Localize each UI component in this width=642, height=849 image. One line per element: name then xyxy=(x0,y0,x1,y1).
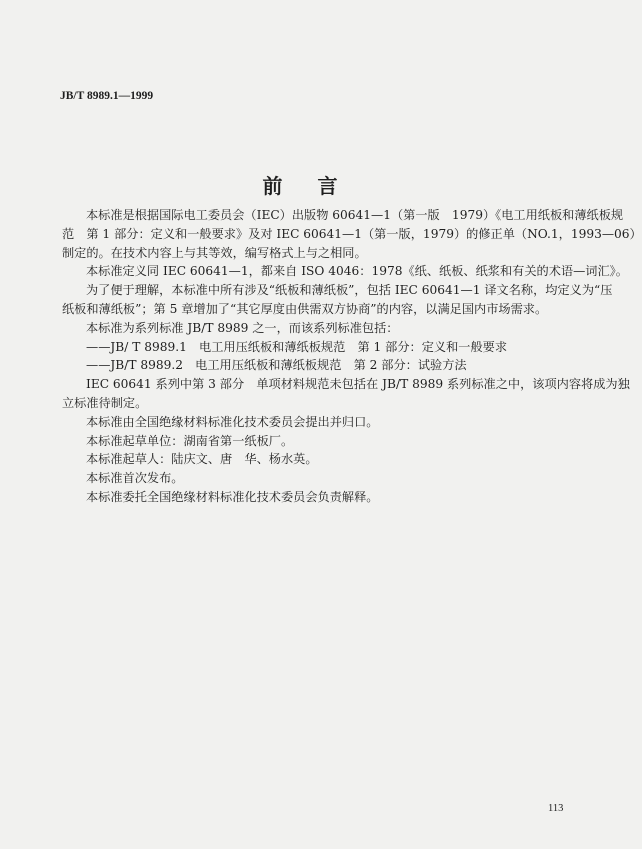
text-line: 本标准委托全国绝缘材料标准化技术委员会负责解释。 xyxy=(86,489,379,504)
standard-code-header: JB/T 8989.1—1999 xyxy=(60,90,154,102)
text-line: 为了便于理解，本标准中所有涉及“纸板和薄纸板”，包括 IEC 60641—1 译文名称，均定义为“压 xyxy=(86,283,613,298)
text-line: 本标准定义同 IEC 60641—1，都来自 ISO 4046：1978《纸、纸板、纸浆和有关的术语—词汇》。 xyxy=(86,264,628,279)
text-line: 制定的。在技术内容上与其等效，编写格式上与之相同。 xyxy=(62,245,367,260)
text-line: 纸板和薄纸板”；第 5 章增加了“其它厚度由供需双方协商”的内容，以满足国内市场需求。 xyxy=(62,301,548,316)
foreword-body xyxy=(62,206,642,507)
text-line: 本标准首次发布。 xyxy=(86,471,184,486)
text-line: 本标准由全国绝缘材料标准化技术委员会提出并归口。 xyxy=(86,414,379,429)
text-line: ——JB/ T 8989.1 电工用压纸板和薄纸板规范 第 1 部分：定义和一般要求 xyxy=(86,339,508,354)
text-line: 范 第 1 部分：定义和一般要求》及对 IEC 60641—1（第一版，1979）的修正单（NO.1，1993—06） xyxy=(62,226,642,241)
page-number: 113 xyxy=(548,803,564,814)
text-line: ——JB/T 8989.2 电工用压纸板和薄纸板规范 第 2 部分：试验方法 xyxy=(86,358,467,373)
text-line: IEC 60641 系列中第 3 部分 单项材料规范未包括在 JB/T 8989 系列标准之中，该项内容将成为独 xyxy=(86,377,630,392)
text-line: 本标准起草人：陆庆文、唐 华、杨水英。 xyxy=(86,452,318,467)
text-line: 本标准为系列标准 JB/T 8989 之一，而该系列标准包括： xyxy=(86,320,399,335)
text-line: 本标准起草单位：湖南省第一纸板厂。 xyxy=(86,433,294,448)
text-line: 立标准待制定。 xyxy=(62,395,148,410)
text-line: 本标准是根据国际电工委员会（IEC）出版物 60641—1（第一版 1979）《电工用纸板和薄纸板规 xyxy=(86,208,624,222)
page-title: 前 言 xyxy=(262,174,352,198)
